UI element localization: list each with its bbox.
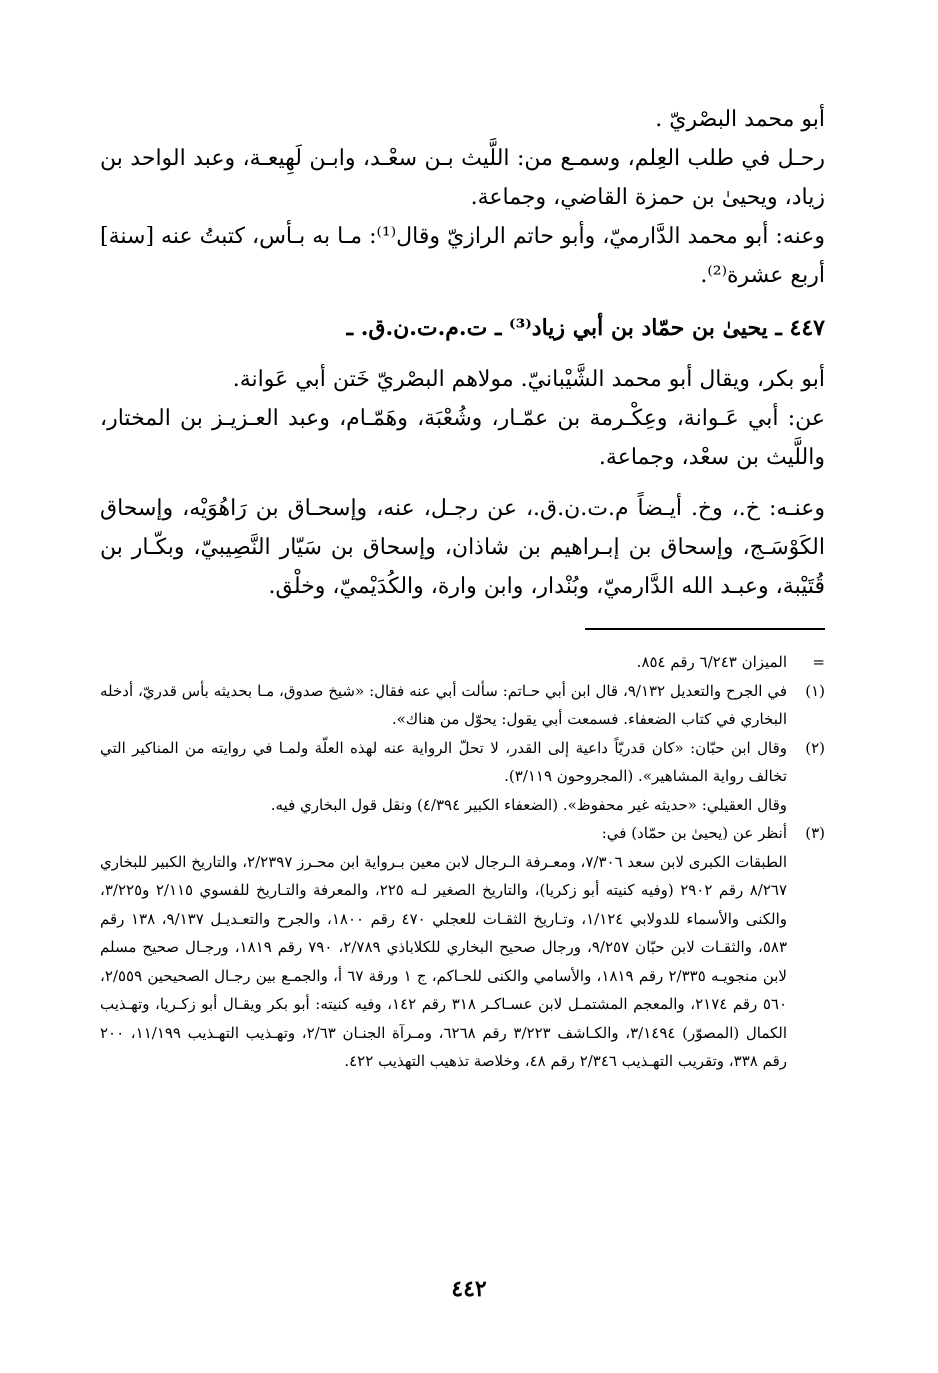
- footnote-divider: [585, 628, 825, 630]
- students-paragraph: وعنـه: خ.، وخ. أيـضاً م.ت.ن.ق.، عن رجـل، عنه، وإسحـاق بن رَاهُوَيْه، وإسحاق الكَوْسَـج، وإسحاق بن إبـراهيم بن شاذان، وإسحاق بن سَيّار النَّصِيبيّ، وبكّـار بن قُتَيْبة، وعبـد الله الدَّارميّ، وبُنْدار، وابن وارة، والكُدَيْميّ، وخلْق.: [100, 496, 825, 599]
- footnote-text: في الجرح والتعديل ٩/١٣٢، قال ابن أبي حـاتم: سألت أبي عنه فقال: «شيخ صدوق، مـا بحديثه بأس قدريّ، أدخله البخاري في كتاب الضعفاء. فسمعت أبي يقول: يحوّل من هناك».: [100, 681, 787, 728]
- footnote-marker: (٣): [805, 824, 825, 842]
- footnote-3: [100, 819, 825, 1076]
- narrators-paragraph: وعنه: أبو محمد الدَّارميّ، وأبو حاتم الرازيّ وقال⁽¹⁾: مـا به بـأس، كتبتُ عنه [سنة] أربع عشرة⁽²⁾.: [100, 224, 825, 288]
- footnote-marker: (٢): [805, 738, 825, 757]
- page-body: [100, 100, 825, 1076]
- footnote-text: أنظر عن (يحيىٰ بن حمّاد) في:: [601, 824, 787, 842]
- footnote-text: وقال العقيلي: «حديثه غير محفوظ». (الضعفاء الكبير ٤/٣٩٤) ونقل قول البخاري فيه.: [270, 795, 787, 814]
- entry-heading: ٤٤٧ ـ يحيىٰ بن حمّاد بن أبي زياد⁽³⁾ ـ ت.م.ت.ن.ق. ـ: [346, 315, 825, 341]
- footnote-continued: [100, 648, 825, 677]
- kunya-line: أبو محمد البصْريّ .: [655, 107, 825, 132]
- footnotes: [100, 648, 825, 1076]
- footnote-marker: (١): [805, 681, 825, 700]
- footnote-sources: الطبقات الكبرى لابن سعد ٧/٣٠٦، ومعـرفة الـرجال لابن معين بـرواية ابن محـرز ٢/٢٣٩٧، والتاريخ الكبير للبخاري ٨/٢٦٧ رقم ٢٩٠٢ (وفيه كنيته أبو زكريا)، والتاريخ الصغير لـه ٢٢٥، والمعرفة والتـاريخ للفسوي ٢/١١٥ و٣/٢٢٥، والكنى والأسماء للدولابي ١/١٢٤، وتـاريخ الثقـات للعجلي ٤٧٠ رقم ١٨٠٠، والجرح والتعـديـل ٩/١٣٧، ١٣٨ رقم ٥٨٣، والثقـات لابن حبّان ٩/٢٥٧، ورجال صحيح البخاري للكلاباذي ٢/٧٨٩، ٧٩٠ رقم ١٨١٩، ورجـال صحيح مسلم لابن منجويـه ٢/٣٣٥ رقم ١٨١٩، والأسامي والكنى للحـاكم، ج ١ ورقة ٦٧ أ، والجمـع بين رجـال الصحيحين ٢/٥٥٩، ٥٦٠ رقم ٢١٧٤، والمعجم المشتمـل لابن عسـاكـر ٣١٨ رقم ١٤٢، وفيه كنيته: أبو بكر ويقـال أبو زكـريا، وتهـذيب الكمال (المصوّر) ٣/١٤٩٤، والكـاشف ٣/٢٢٣ رقم ٦٢٦٨، ومـرآة الجنـان ٢/٦٣، وتهـذيب التهـذيب ١١/١٩٩، ٢٠٠ رقم ٣٣٨، وتقريب التهـذيب ٢/٣٤٦ رقم ٤٨، وخلاصة تذهيب التهذيب ٤٢٢.: [100, 852, 788, 1070]
- page-number: ٤٤٢: [451, 1276, 487, 1302]
- footnote-text: الميزان ٦/٢٤٣ رقم ٨٥٤.: [636, 653, 787, 671]
- footnote-text: وقال ابن حبّان: «كان قدريّاً داعية إلى القدر، لا تحلّ الرواية عنه لهذه العلّة ولمـا في روايته من المناكير التي تخالف رواية المشاهير». (المجروحون ٣/١١٩).: [100, 738, 787, 785]
- entry-name-paragraph: أبو بكر، ويقال أبو محمد الشَّيْبانيّ. مولاهم البصْريّ خَتن أبي عَوانة.: [232, 367, 825, 392]
- footnote-1: [100, 677, 825, 734]
- biography-paragraph: رحـل في طلب العِلم، وسمـع من: اللَّيث بـن سعْـد، وابـن لَهِيعـة، وعبد الواحد بن زياد، ويحيىٰ بن حمزة القاضي، وجماعة.: [100, 146, 825, 210]
- footnote-2: [100, 734, 825, 820]
- teachers-paragraph: عن: أبي عَـوانة، وعِكْـرمة بن عمّـار، وشُعْبَة، وهَمّـام، وعبد العـزيـز بن المختار، واللَّيث بن سعْد، وجماعة.: [100, 406, 825, 470]
- main-text: [100, 100, 825, 606]
- footnote-marker: =: [812, 653, 825, 671]
